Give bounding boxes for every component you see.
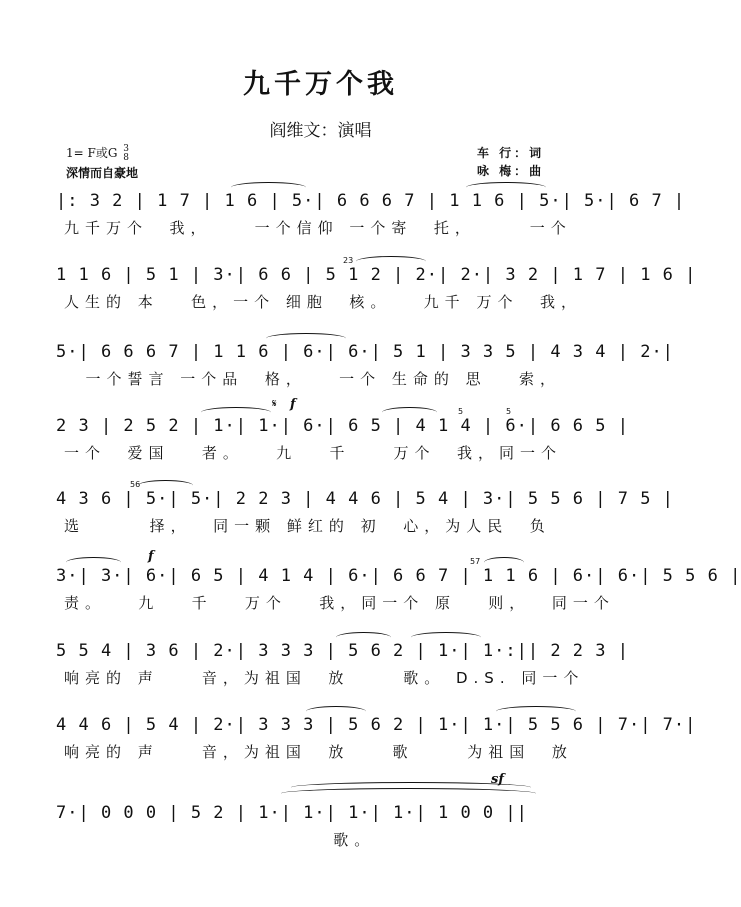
composer-credit: 咏 梅：曲 bbox=[477, 164, 545, 178]
small-number: 5 bbox=[506, 407, 512, 416]
notation-line: 4 4 6 | 5 4 | 2·| 3 3 3 | 5 6 2 | 1·| 1·| 5 5 6 | 7·| 7·| bbox=[56, 715, 697, 735]
lyricist-credit: 车 行：词 bbox=[477, 146, 545, 160]
lyric-line: 歌。 bbox=[64, 831, 376, 849]
notation-line: 4 3 6 | 5·| 5·| 2 2 3 | 4 4 6 | 5 4 | 3·| 5 5 6 | 7 5 | bbox=[56, 489, 674, 509]
small-number: 57 bbox=[470, 557, 481, 566]
time-signature bbox=[123, 145, 129, 163]
notation-line: 5 5 4 | 3 6 | 2·| 3 3 3 | 5 6 2 | 1·| 1·:|| 2 2 3 | bbox=[56, 641, 629, 661]
time-bottom: 8 bbox=[123, 152, 129, 163]
notation-line: 7·| 0 0 0 | 5 2 | 1·| 1·| 1·| 1·| 1 0 0 || bbox=[56, 803, 528, 823]
small-number: 23 bbox=[343, 256, 354, 265]
lyric-line: 人生的 本 色，一个 细胞 核。 九千 万个 我， bbox=[64, 293, 582, 311]
sforzando-mark: sf bbox=[491, 772, 504, 787]
notation-line: 3·| 3·| 6·| 6 5 | 4 1 4 | 6·| 6 6 7 | 1 1 6 | 6·| 6·| 5 5 6 | bbox=[56, 566, 741, 586]
lyric-line: 一个誓言 一个品 格， 一个 生命的 思 索， bbox=[64, 370, 561, 388]
key-text: 1= F或G bbox=[66, 146, 118, 160]
notation-line: 5·| 6 6 6 7 | 1 1 6 | 6·| 6·| 5 1 | 3 3 5 | 4 3 4 | 2·| bbox=[56, 342, 674, 362]
tempo-marking: 深情而自豪地 bbox=[66, 166, 139, 180]
lyric-line: 九千万个 我， 一个信仰 一个寄 托， 一个 bbox=[64, 219, 572, 237]
song-title: 九千万个我 bbox=[243, 69, 398, 100]
forte-mark: f bbox=[290, 397, 296, 412]
notation-line: |: 3 2 | 1 7 | 1 6 | 5·| 6 6 6 7 | 1 1 6 | 5·| 5·| 6 7 | bbox=[56, 191, 686, 211]
lyric-line: 选 择， 同一颗 鲜红的 初 心，为人民 负 bbox=[64, 517, 551, 535]
lyric-line: 响亮的 声 音，为祖国 放 歌 为祖国 放 bbox=[64, 743, 573, 761]
notation-line: 2 3 | 2 5 2 | 1·| 1·| 6·| 6 5 | 4 1 4 | 6·| 6 6 5 | bbox=[56, 416, 629, 436]
slur bbox=[281, 788, 536, 799]
small-number: 56 bbox=[130, 480, 141, 489]
key-signature bbox=[66, 144, 129, 163]
small-number: 5 bbox=[458, 407, 464, 416]
notation-line: 1 1 6 | 5 1 | 3·| 6 6 | 5 1 2 | 2·| 2·| 3 2 | 1 7 | 1 6 | bbox=[56, 265, 697, 285]
lyric-line: 一个 爱国 者。 九 千 万个 我，同一个 bbox=[64, 444, 563, 462]
time-top: 3 bbox=[123, 143, 129, 154]
lyric-line: 责。 九 千 万个 我，同一个 原 则， 同一个 bbox=[64, 594, 615, 612]
segno-mark: 𝄋 bbox=[272, 397, 277, 410]
lyric-line: 响亮的 声 音，为祖国 放 歌。 D.S. 同一个 bbox=[64, 669, 585, 687]
forte-mark: f bbox=[148, 549, 154, 564]
performer-credit: 阎维文：演唱 bbox=[269, 121, 372, 141]
